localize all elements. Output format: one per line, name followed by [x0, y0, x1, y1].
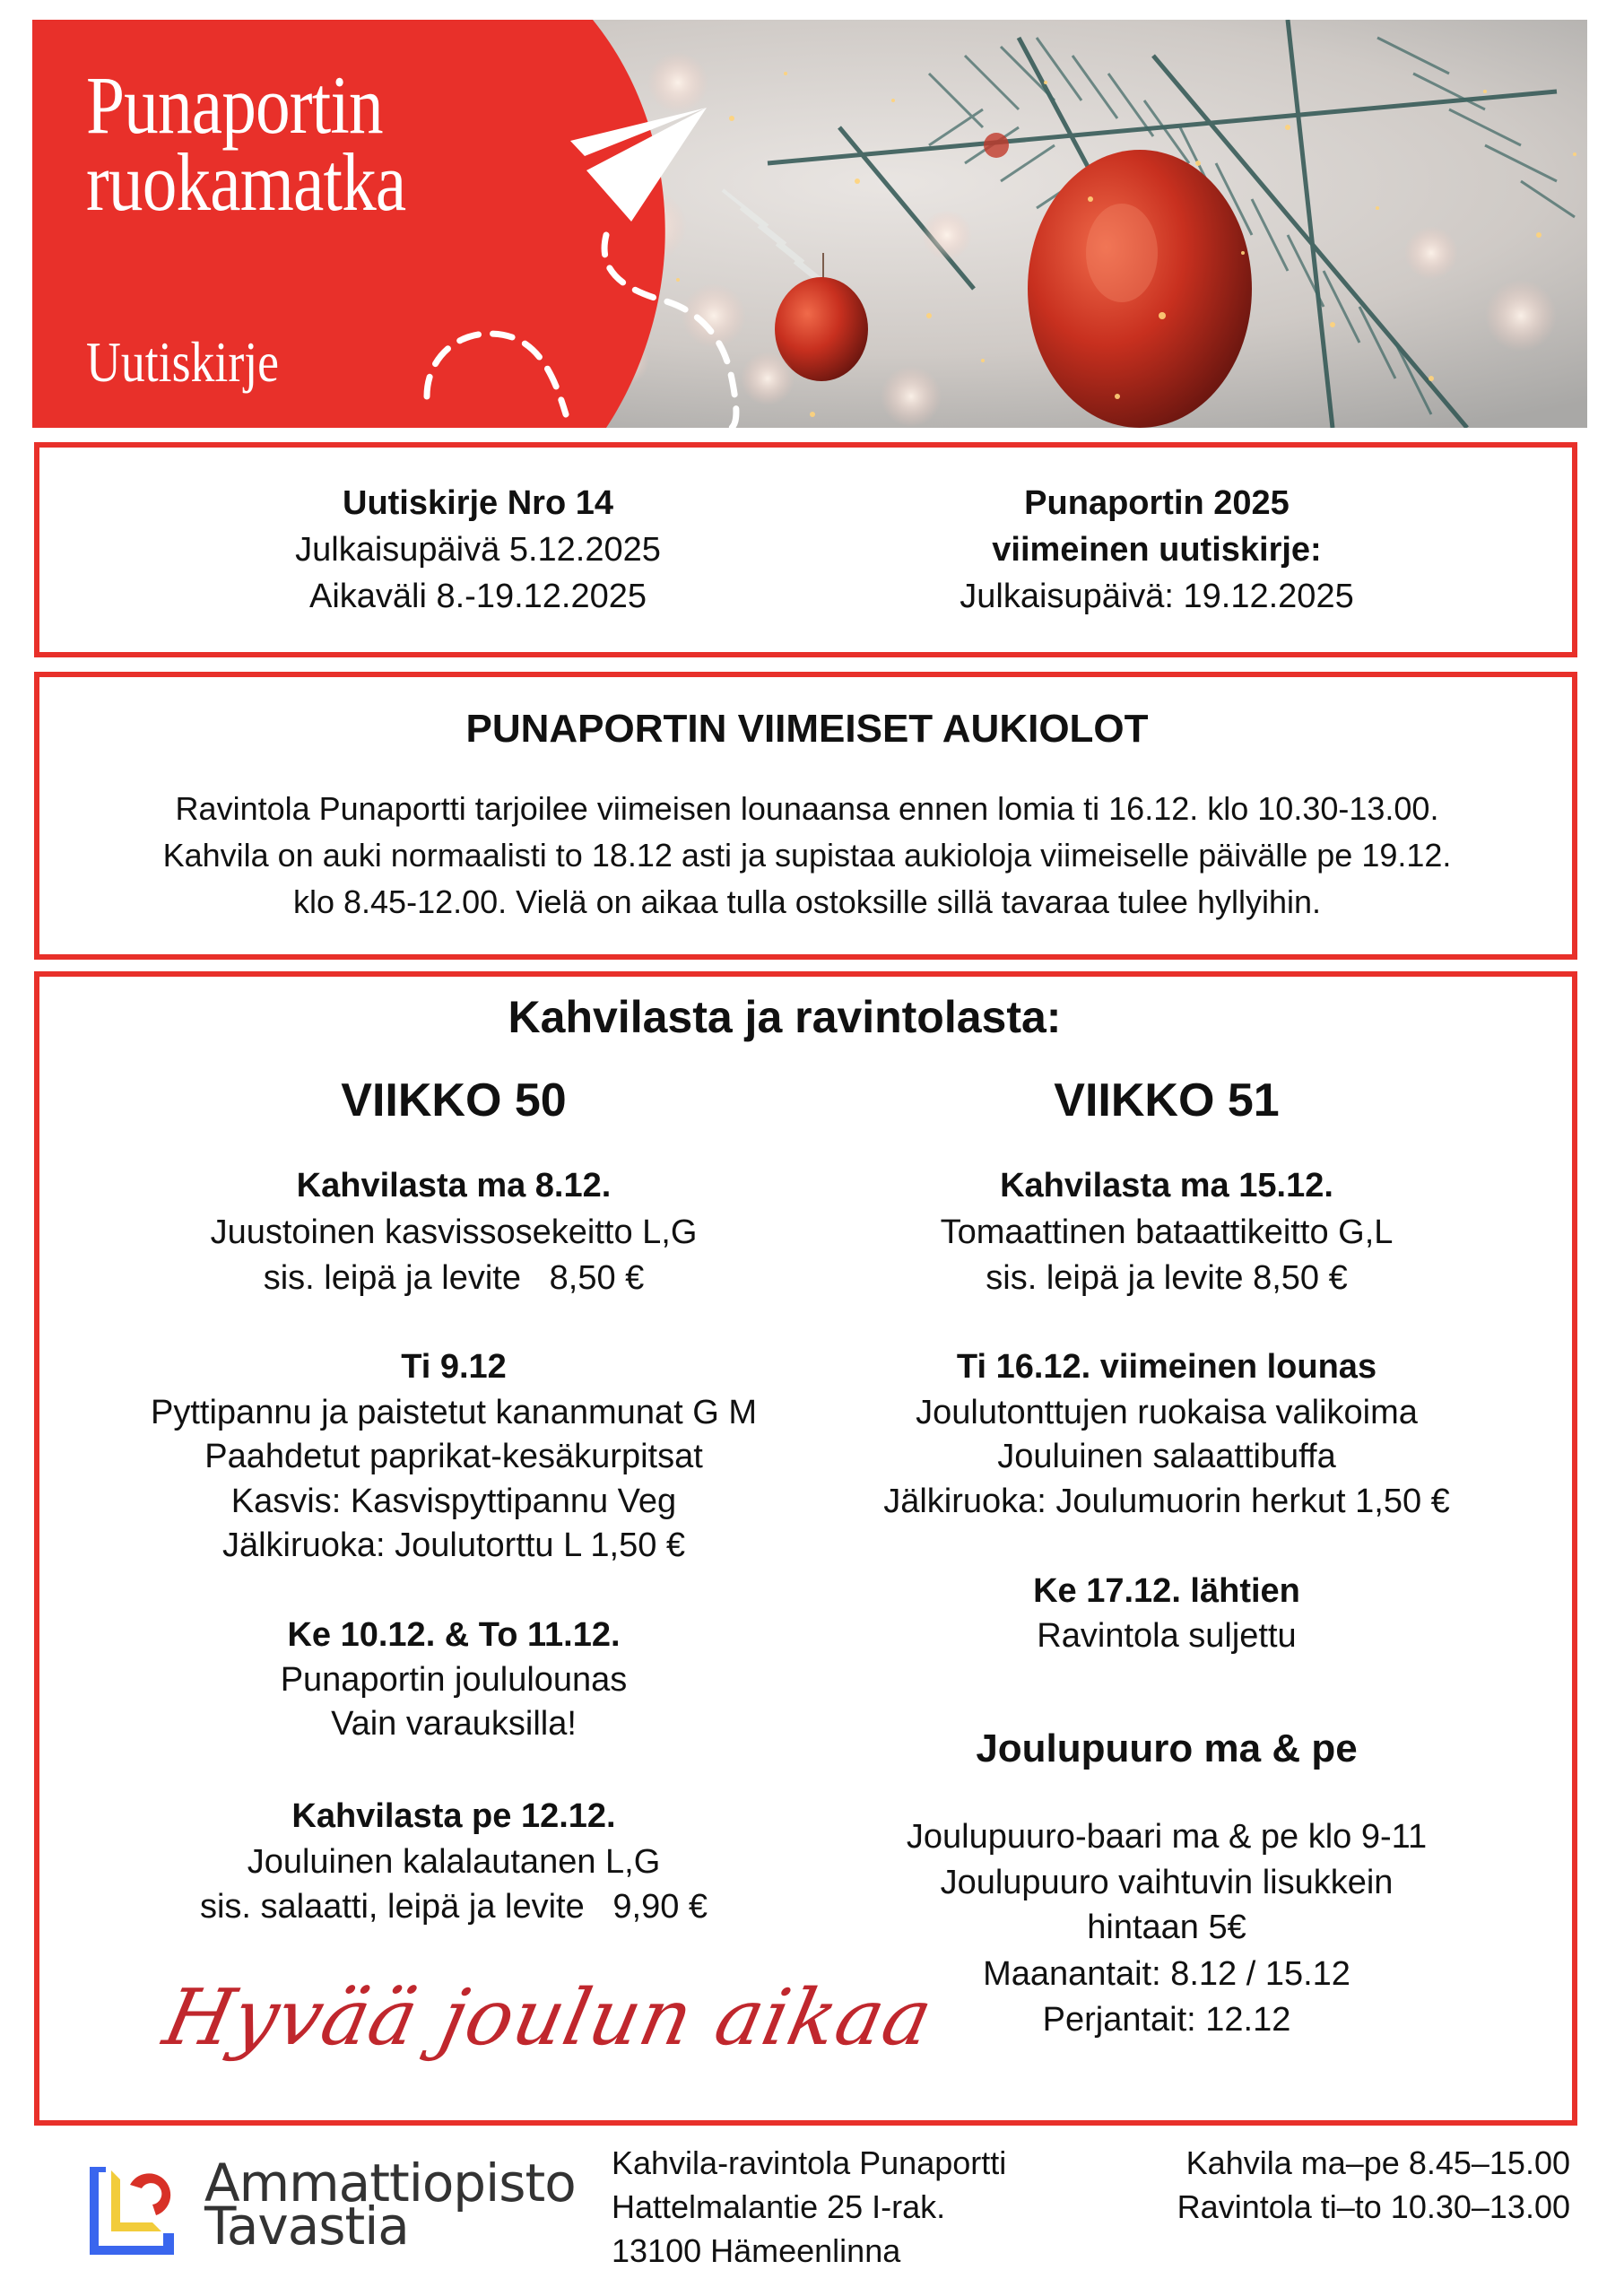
issue-number: Uutiskirje Nro 14 — [343, 484, 613, 522]
footer-address-line: Hattelmalantie 25 I-rak. — [612, 2188, 946, 2225]
menu-line: Vain varauksilla! — [331, 1705, 577, 1743]
last-issue-heading-line2: viimeinen uutiskirje: — [992, 531, 1322, 569]
menu-line: Jälkiruoka: Joulumuorin herkut 1,50 € — [883, 1483, 1450, 1520]
menu-line: Jälkiruoka: Joulutorttu L 1,50 € — [221, 1526, 686, 1564]
day-title: Kahvilasta pe 12.12. — [291, 1797, 616, 1835]
menu-line: sis. leipä ja levite 8,50 € — [986, 1259, 1348, 1297]
porridge-line: hintaan 5€ — [1087, 1909, 1246, 1946]
porridge-line: Joulupuuro vaihtuvin lisukkein — [940, 1864, 1394, 1901]
porridge-line: Perjantait: 12.12 — [1042, 2001, 1291, 2039]
menu-line: Punaportin joululounas — [280, 1661, 628, 1699]
menu-line: Kasvis: Kasvispyttipannu Veg — [230, 1483, 677, 1520]
menu-line: Paahdetut paprikat-kesäkurpitsat — [204, 1438, 703, 1475]
opening-hours-line: Kahvila on auki normaalisti to 18.12 asti ja supistaa aukioloja viimeiselle päivälle pe 19.12. — [162, 837, 1452, 874]
week-51-heading: VIIKKO 51 — [1054, 1074, 1280, 1126]
menu-line: Jouluinen salaattibuffa — [997, 1438, 1336, 1475]
porridge-title: Joulupuuro ma & pe — [976, 1726, 1358, 1770]
porridge-line: Joulupuuro-baari ma & pe klo 9-11 — [906, 1818, 1428, 1856]
menu-line: Ravintola suljettu — [1037, 1617, 1297, 1655]
header-banner — [32, 20, 1587, 428]
menu-line: Joulutonttujen ruokaisa valikoima — [916, 1394, 1418, 1431]
day-title: Kahvilasta ma 8.12. — [296, 1167, 612, 1205]
tavastia-logo-icon — [90, 2167, 179, 2255]
issue-info-box — [34, 442, 1577, 657]
porridge-line: Maanantait: 8.12 / 15.12 — [983, 1955, 1350, 1993]
menu-line: Juustoinen kasvissosekeitto L,G — [210, 1213, 698, 1251]
banner-title-line1: Punaportin — [86, 59, 383, 151]
day-title: Ke 17.12. lähtien — [1033, 1572, 1300, 1610]
menu-line: Jouluinen kalalautanen L,G — [247, 1843, 661, 1881]
last-issue-heading-line1: Punaportin 2025 — [1024, 484, 1290, 522]
menu-line: Pyttipannu ja paistetut kananmunat G M — [151, 1394, 757, 1431]
day-title: Kahvilasta ma 15.12. — [1000, 1167, 1333, 1205]
footer-address-line: 13100 Hämeenlinna — [612, 2232, 901, 2269]
issue-period: Aikaväli 8.-19.12.2025 — [308, 578, 647, 615]
menu-line: sis. salaatti, leipä ja levite 9,90 € — [199, 1888, 708, 1926]
opening-hours-title: PUNAPORTIN VIIMEISET AUKIOLOT — [465, 707, 1149, 751]
last-issue-published: Julkaisupäivä: 19.12.2025 — [960, 578, 1354, 615]
logo-line1: Ammattiopisto — [204, 2152, 576, 2213]
day-title: Ke 10.12. & To 11.12. — [287, 1616, 621, 1654]
menu-title: Kahvilasta ja ravintolasta: — [508, 992, 1062, 1042]
day-title: Ti 9.12 — [401, 1348, 507, 1386]
menu-line: Tomaattinen bataattikeitto G,L — [940, 1213, 1394, 1251]
christmas-greeting: Hyvää joulun aikaa — [156, 1973, 941, 2063]
footer-hours-line: Kahvila ma–pe 8.45–15.00 — [1185, 2144, 1570, 2181]
footer-address-line: Kahvila-ravintola Punaportti — [612, 2144, 1007, 2181]
opening-hours-line: klo 8.45-12.00. Vielä on aikaa tulla ostoksille sillä tavaraa tulee hyllyihin. — [292, 883, 1322, 920]
issue-published: Julkaisupäivä 5.12.2025 — [295, 531, 661, 569]
tavastia-logo-text — [204, 2152, 576, 2257]
banner-subtitle: Uutiskirje — [86, 330, 280, 394]
logo-line2: Tavastia — [204, 2196, 409, 2257]
footer-hours-line: Ravintola ti–to 10.30–13.00 — [1177, 2188, 1570, 2225]
banner-title-line2: ruokamatka — [86, 136, 406, 228]
opening-hours-line: Ravintola Punaportti tarjoilee viimeisen lounaansa ennen lomia ti 16.12. klo 10.30-13.00. — [175, 790, 1439, 827]
day-title: Ti 16.12. viimeinen lounas — [956, 1348, 1377, 1386]
menu-line: sis. leipä ja levite 8,50 € — [263, 1259, 645, 1297]
week-50-heading: VIIKKO 50 — [341, 1074, 567, 1126]
